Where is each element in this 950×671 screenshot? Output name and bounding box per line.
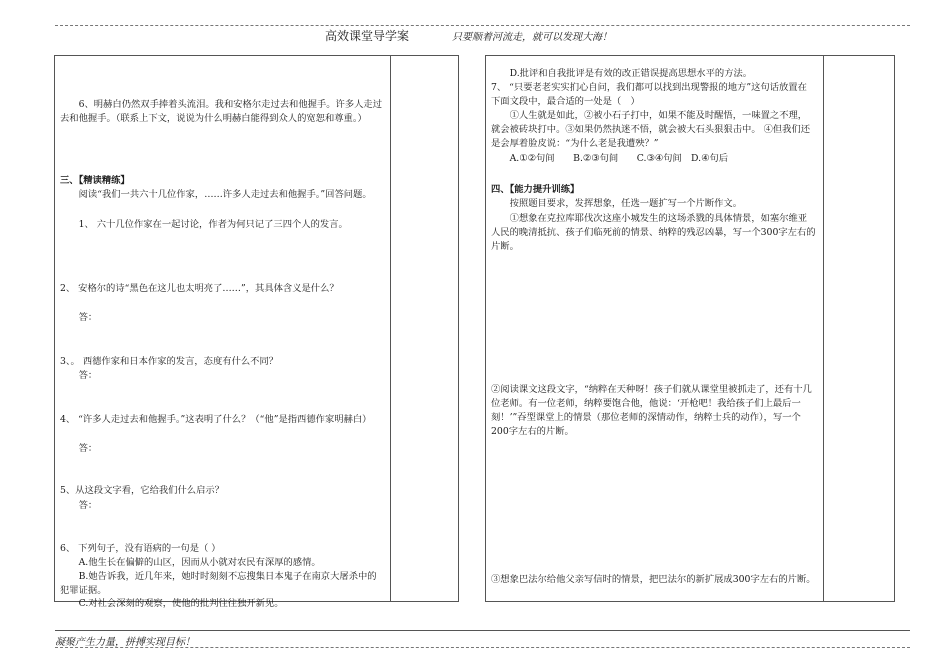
subquestion-6: 6、 下列句子，没有语病的一句是（ ） <box>60 543 221 555</box>
question-7-passage: ①人生就是如此，②被小石子打中，如果不能及时醒悟，一味置之不理，就会被砖块打中。③如果仍然执迷不悟，就会被大石头狠狠击中。 ④但我们还是会厚着脸皮说：“为什么老是我遭殃？” <box>491 110 811 150</box>
question-7-options: A.①②句间 B.②③句间 C.③④句间 D.④句后 <box>509 153 729 165</box>
right-column-panel <box>485 55 895 602</box>
subquestion-3: 3、。 西德作家和日本作家的发言，态度有什么不同？ <box>60 356 279 368</box>
right-margin-divider <box>823 56 824 601</box>
page-header <box>0 27 950 45</box>
footer-bottom-rule <box>55 647 910 648</box>
section-4-intro: 按照题目要求，发挥想象，任选一题扩写一个片断作文。 <box>509 198 743 210</box>
subquestion-2: 2、 安格尔的诗“黑色在这儿也太明亮了……”，其具体含义是什么？ <box>60 283 339 295</box>
footer-slogan: 凝聚产生力量，拼搏实现目标！ <box>55 637 195 648</box>
subquestion-5-answer[interactable]: 答： <box>78 500 98 512</box>
question-7: 7、 “只要老老实实扪心自问，我们都可以找到出现警报的地方”这句话放置在下面文段中，最合适的一处是（ ） <box>491 82 807 108</box>
writing-task-2: ②阅读课文这段文字，“纳粹在天种呀！孩子们就从课堂里被抓走了，还有十几位老师。有一位老师，纳粹要饱合他，他说：‘开枪吧！我给孩子们上最后一刻！’”吞型课堂上的情景（那位老师的深情动作，纳粹士兵的动作），写一个200字左右的片断。 <box>491 384 812 438</box>
subquestion-6-option-b: B.她告诉我，近几年来，她时时刻刻不忘搜集日本鬼子在南京大屠杀中的犯罪证据。 <box>60 571 377 597</box>
header-top-rule <box>55 25 910 26</box>
subquestion-1: 1、 六十几位作家在一起讨论，作者为何只记了三四个人的发言。 <box>78 219 348 231</box>
subquestion-6-option-c: C.对社会深刻的观察，使他的批判往往独开新见。 <box>78 598 284 610</box>
question-6-passage: 6、明赫白仍然双手捧着头流泪。我和安格尔走过去和他握手。许多人走过去和他握手。（联系上下文，说说为什么明赫白能得到众人的宽恕和尊重。） <box>60 99 383 125</box>
section-3-heading: 三、【精读精练】 <box>60 175 130 187</box>
subquestion-3-answer[interactable]: 答： <box>78 370 98 382</box>
subquestion-5: 5、从这段文字看，它给我们什么启示？ <box>60 485 224 497</box>
section-3-intro: 阅读“我们一共六十几位作家，……许多人走过去和他握手。”回答问题。 <box>78 189 372 201</box>
question-6-option-d: D.批评和自我批评是有效的改正错误提高思想水平的方法。 <box>509 68 753 80</box>
subquestion-6-option-a: A.他生长在偏僻的山区，因而从小就对农民有深厚的感情。 <box>78 557 321 569</box>
footer-rule <box>55 630 910 631</box>
page-title: 高效课堂导学案 <box>325 29 410 43</box>
writing-task-1: ①想象在克拉库耶伐次这座小城发生的这场杀戮的具体情景，如塞尔维亚人民的晚清抵抗、孩子们临死前的情景、纳粹的残忍凶暴，写一个300字左右的片断。 <box>491 213 816 253</box>
header-motto: 只要顺着河流走，就可以发现大海！ <box>452 32 612 43</box>
left-column-panel <box>54 55 459 610</box>
section-4-heading: 四、【能力提升训练】 <box>491 184 580 196</box>
subquestion-2-answer[interactable]: 答： <box>78 312 98 324</box>
subquestion-4: 4、 “许多人走过去和他握手。”这表明了什么？（“他”是指西德作家明赫白） <box>60 414 372 426</box>
writing-task-3: ③想象巴法尔给他父亲写信时的情景，把巴法尔的新扩展成300字左右的片断。 <box>491 574 816 586</box>
subquestion-4-answer[interactable]: 答： <box>78 443 98 455</box>
left-margin-divider <box>390 56 391 601</box>
